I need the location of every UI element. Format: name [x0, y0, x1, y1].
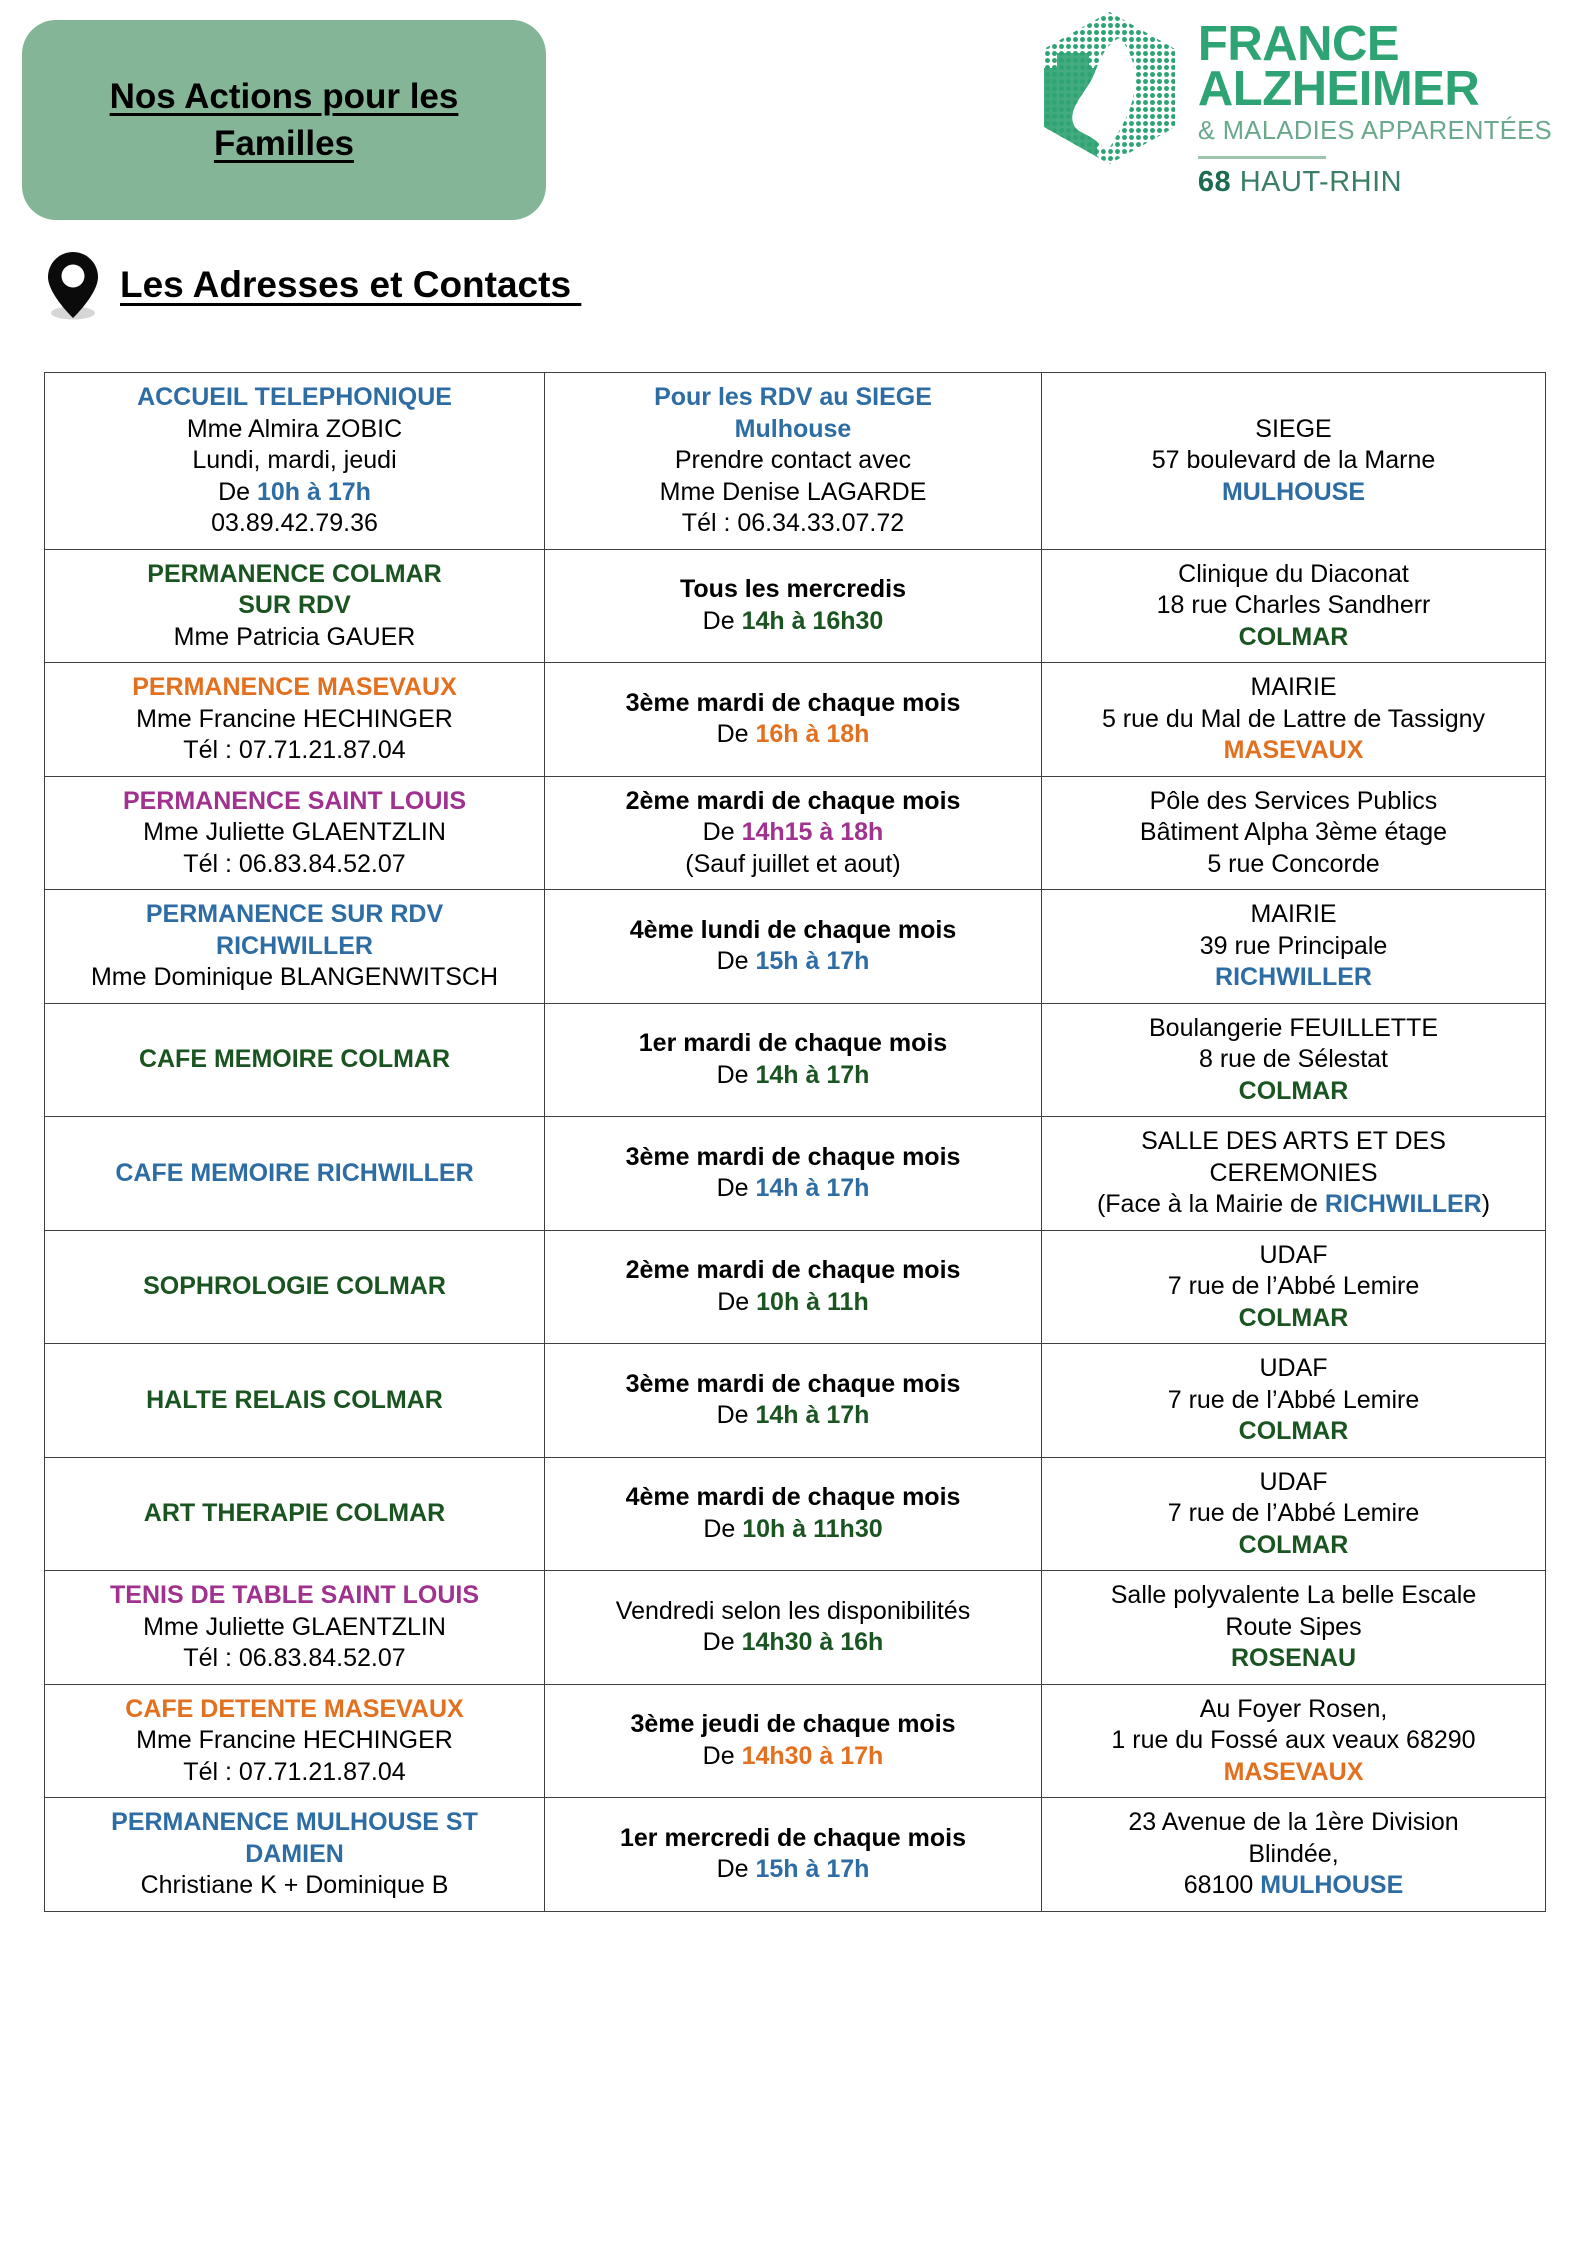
- cell-line: [51, 508, 538, 540]
- cell-line: [1048, 1189, 1539, 1221]
- cell-text-run: Mme Juliette GLAENTZLIN: [143, 818, 446, 846]
- cell-text-run: SIEGE: [1255, 414, 1332, 443]
- table-cell-r7-c2: [545, 1117, 1042, 1231]
- cell-text-run: 3ème mardi de chaque mois: [625, 1142, 961, 1171]
- map-pin-icon: [42, 250, 104, 320]
- cell-text-run: ): [1481, 1190, 1491, 1218]
- cell-text-run: Vendredi selon les disponibilités: [615, 1596, 971, 1625]
- cell-line: [551, 382, 1035, 414]
- cell-text-run: MAIRIE: [1250, 900, 1337, 928]
- cell-line: [1048, 1013, 1539, 1045]
- cell-line: [551, 574, 1035, 606]
- cell-line: [551, 1369, 1035, 1401]
- cell-line: [1048, 1807, 1539, 1839]
- table-cell-r8-c3: [1042, 1230, 1546, 1344]
- cell-line: [551, 817, 1035, 849]
- cell-text-run: Route Sipes: [1225, 1612, 1362, 1641]
- table-cell-r1-c2: [545, 373, 1042, 550]
- cell-text-run: CAFE MEMOIRE COLMAR: [138, 1045, 451, 1073]
- cell-line: [1048, 1612, 1539, 1644]
- cell-text-run: 5 rue du Mal de Lattre de Tassigny: [1101, 704, 1486, 733]
- cell-text-run: 10h à 11h30: [742, 1514, 883, 1543]
- organization-logo: [1037, 8, 1552, 197]
- page-title-line-1: Nos Actions pour les: [109, 76, 459, 116]
- table-cell-r2-c3: [1042, 549, 1546, 663]
- cell-text-run: HALTE RELAIS COLMAR: [146, 1385, 443, 1414]
- table-cell-r9-c2: [545, 1344, 1042, 1458]
- cell-line: [51, 1839, 538, 1871]
- cell-line: [51, 1643, 538, 1675]
- cell-text-run: Au Foyer Rosen,: [1199, 1694, 1388, 1723]
- cell-text-run: De: [716, 1174, 756, 1203]
- cell-text-run: 4ème mardi de chaque mois: [625, 1483, 961, 1512]
- cell-text-run: UDAF: [1259, 1467, 1328, 1496]
- cell-text-run: Tous les mercredis: [679, 575, 907, 604]
- cell-text-run: RICHWILLER: [1215, 963, 1372, 991]
- cell-line: [1048, 1725, 1539, 1757]
- cell-text-run: Mme Dominique BLANGENWITSCH: [90, 963, 499, 991]
- cell-text-run: De: [717, 1287, 757, 1316]
- cell-text-run: 2ème mardi de chaque mois: [625, 1256, 961, 1285]
- cell-line: [551, 1596, 1035, 1628]
- cell-text-run: 14h30 à 16h: [741, 1628, 884, 1657]
- table-cell-r5-c2: [545, 890, 1042, 1004]
- table-cell-r3-c1: [45, 663, 545, 777]
- cell-text-run: (Face à la Mairie de: [1096, 1190, 1325, 1218]
- cell-text-run: (Sauf juillet et aout): [685, 849, 901, 878]
- table-cell-r6-c1: [45, 1003, 545, 1117]
- cell-line: [551, 719, 1035, 751]
- cell-text-run: RICHWILLER: [1324, 1190, 1482, 1218]
- cell-text-run: 3ème jeudi de chaque mois: [630, 1710, 956, 1739]
- cell-line: [51, 1870, 538, 1902]
- logo-department: [1197, 165, 1552, 198]
- cell-line: [51, 382, 538, 414]
- cell-text-run: Blindée,: [1248, 1839, 1339, 1868]
- table-cell-r9-c1: [45, 1344, 545, 1458]
- table-row: [45, 373, 1546, 550]
- cell-text-run: MASEVAUX: [1223, 1757, 1364, 1786]
- france-alzheimer-hexagon-halftone-icon: [1037, 8, 1182, 168]
- cell-line: [1048, 1271, 1539, 1303]
- cell-line: [51, 1271, 538, 1303]
- cell-text-run: De: [218, 477, 257, 506]
- cell-line: [551, 445, 1035, 477]
- cell-text-run: De: [702, 1628, 742, 1657]
- cell-line: [1048, 559, 1539, 591]
- cell-text-run: De: [702, 606, 742, 635]
- page-title-box: [22, 20, 546, 220]
- cell-line: [1048, 1530, 1539, 1562]
- cell-line: [551, 1709, 1035, 1741]
- cell-text-run: Pour les RDV au SIEGE: [654, 383, 932, 411]
- table-row: [45, 1457, 1546, 1571]
- cell-text-run: MASEVAUX: [1223, 736, 1364, 764]
- cell-line: [51, 1757, 538, 1789]
- logo-subtitle: & MALADIES APPARENTÉES: [1197, 117, 1552, 146]
- cell-text-run: 7 rue de l’Abbé Lemire: [1167, 1272, 1420, 1300]
- table-cell-r12-c1: [45, 1684, 545, 1798]
- table-row: [45, 1117, 1546, 1231]
- table-cell-r13-c1: [45, 1798, 545, 1912]
- cell-line: [551, 1287, 1035, 1319]
- cell-text-run: Boulangerie FEUILLETTE: [1148, 1013, 1439, 1042]
- cell-line: [1048, 1580, 1539, 1612]
- cell-line: [551, 1741, 1035, 1773]
- table-row: [45, 1344, 1546, 1458]
- cell-text-run: SALLE DES ARTS ET DES: [1141, 1127, 1446, 1155]
- cell-line: [551, 946, 1035, 978]
- table-cell-r11-c1: [45, 1571, 545, 1685]
- cell-line: [1048, 672, 1539, 704]
- cell-line: [551, 1514, 1035, 1546]
- cell-line: [1048, 1757, 1539, 1789]
- cell-line: [1048, 962, 1539, 994]
- cell-text-run: PERMANENCE MASEVAUX: [132, 673, 457, 701]
- cell-text-run: ACCUEIL TELEPHONIQUE: [137, 383, 452, 411]
- cell-text-run: 5 rue Concorde: [1207, 849, 1380, 878]
- cell-line: [51, 590, 538, 622]
- cell-line: [51, 899, 538, 931]
- cell-text-run: 15h à 17h: [755, 947, 870, 976]
- cell-text-run: UDAF: [1259, 1354, 1328, 1382]
- cell-line: [51, 559, 538, 591]
- cell-text-run: Lundi, mardi, jeudi: [192, 446, 397, 474]
- cell-line: [51, 1158, 538, 1190]
- table-row: [45, 1230, 1546, 1344]
- cell-line: [51, 622, 538, 654]
- cell-line: [1048, 414, 1539, 446]
- table-cell-r12-c3: [1042, 1684, 1546, 1798]
- cell-text-run: PERMANENCE SUR RDV: [145, 900, 444, 928]
- cell-line: [1048, 1044, 1539, 1076]
- page-header: [0, 0, 1587, 250]
- cell-line: [1048, 1643, 1539, 1675]
- cell-text-run: De: [716, 1060, 756, 1089]
- cell-line: [51, 1612, 538, 1644]
- table-row: [45, 1684, 1546, 1798]
- table-cell-r11-c3: [1042, 1571, 1546, 1685]
- cell-text-run: 18 rue Charles Sandherr: [1156, 591, 1431, 619]
- cell-text-run: PERMANENCE COLMAR: [147, 559, 442, 588]
- cell-line: [51, 704, 538, 736]
- cell-text-run: 15h à 17h: [755, 1855, 870, 1884]
- cell-line: [1048, 1416, 1539, 1448]
- table-cell-r4-c3: [1042, 776, 1546, 890]
- cell-text-run: TENIS DE TABLE SAINT LOUIS: [110, 1581, 479, 1609]
- cell-line: [1048, 849, 1539, 881]
- cell-text-run: De: [702, 818, 742, 846]
- cell-text-run: 23 Avenue de la 1ère Division: [1128, 1808, 1459, 1836]
- cell-text-run: PERMANENCE MULHOUSE ST: [111, 1808, 478, 1836]
- cell-line: [1048, 477, 1539, 509]
- cell-line: [51, 786, 538, 818]
- cell-text-run: COLMAR: [1238, 1303, 1349, 1332]
- cell-line: [1048, 1385, 1539, 1417]
- cell-line: [1048, 704, 1539, 736]
- cell-line: [51, 735, 538, 767]
- table-row: [45, 549, 1546, 663]
- cell-line: [51, 1725, 538, 1757]
- cell-line: [551, 1173, 1035, 1205]
- table-cell-r13-c3: [1042, 1798, 1546, 1912]
- cell-line: [51, 962, 538, 994]
- cell-text-run: MULHOUSE: [1221, 477, 1366, 506]
- logo-department-number: 68: [1197, 165, 1232, 198]
- cell-line: [551, 915, 1035, 947]
- cell-line: [51, 414, 538, 446]
- cell-text-run: 03.89.42.79.36: [211, 509, 378, 537]
- cell-text-run: De: [703, 1514, 743, 1543]
- cell-text-run: 10h à 11h: [756, 1287, 869, 1316]
- logo-wordmark: [1198, 8, 1552, 197]
- cell-text-run: CAFE MEMOIRE RICHWILLER: [115, 1158, 474, 1187]
- cell-text-run: MULHOUSE: [1260, 1871, 1404, 1899]
- table-row: [45, 776, 1546, 890]
- cell-line: [551, 1854, 1035, 1886]
- cell-text-run: SUR RDV: [238, 591, 351, 619]
- table-cell-r5-c1: [45, 890, 545, 1004]
- cell-text-run: ART THERAPIE COLMAR: [143, 1499, 446, 1527]
- cell-text-run: 8 rue de Sélestat: [1198, 1045, 1388, 1073]
- cell-text-run: Pôle des Services Publics: [1149, 786, 1438, 815]
- table-cell-r4-c2: [545, 776, 1042, 890]
- cell-line: [51, 849, 538, 881]
- table-cell-r7-c1: [45, 1117, 545, 1231]
- cell-text-run: 14h à 17h: [755, 1401, 870, 1430]
- cell-text-run: Mme Almira ZOBIC: [186, 414, 403, 443]
- table-row: [45, 1003, 1546, 1117]
- cell-line: [551, 1482, 1035, 1514]
- cell-line: [551, 508, 1035, 540]
- cell-line: [51, 477, 538, 509]
- cell-line: [1048, 899, 1539, 931]
- cell-line: [51, 1580, 538, 1612]
- cell-line: [1048, 1076, 1539, 1108]
- cell-text-run: De: [716, 947, 756, 976]
- cell-line: [551, 1627, 1035, 1659]
- table-cell-r10-c3: [1042, 1457, 1546, 1571]
- cell-text-run: 4ème lundi de chaque mois: [629, 915, 957, 944]
- table-cell-r7-c3: [1042, 1117, 1546, 1231]
- cell-text-run: 2ème mardi de chaque mois: [625, 786, 961, 815]
- table-cell-r3-c3: [1042, 663, 1546, 777]
- cell-line: [551, 786, 1035, 818]
- cell-text-run: 14h30 à 17h: [741, 1741, 884, 1770]
- table-cell-r13-c2: [545, 1798, 1042, 1912]
- cell-text-run: De: [716, 1401, 756, 1430]
- cell-line: [551, 1823, 1035, 1855]
- cell-line: [551, 477, 1035, 509]
- cell-text-run: Mme Juliette GLAENTZLIN: [143, 1612, 446, 1641]
- cell-text-run: Mulhouse: [734, 414, 852, 443]
- cell-text-run: PERMANENCE SAINT LOUIS: [122, 786, 467, 815]
- cell-text-run: COLMAR: [1238, 1076, 1349, 1105]
- cell-line: [1048, 1303, 1539, 1335]
- cell-text-run: 3ème mardi de chaque mois: [625, 1369, 961, 1398]
- contacts-table: [44, 372, 1546, 1912]
- cell-text-run: Prendre contact avec: [674, 446, 912, 474]
- cell-line: [1048, 1126, 1539, 1158]
- section-heading: [42, 250, 581, 320]
- cell-text-run: 39 rue Principale: [1199, 931, 1388, 960]
- cell-line: [551, 1028, 1035, 1060]
- cell-line: [551, 606, 1035, 638]
- table-cell-r1-c3: [1042, 373, 1546, 550]
- cell-line: [51, 1807, 538, 1839]
- cell-line: [1048, 1240, 1539, 1272]
- contacts-table-wrapper: [44, 372, 1545, 1912]
- cell-text-run: COLMAR: [1238, 622, 1349, 651]
- cell-text-run: 14h15 à 18h: [741, 818, 884, 846]
- cell-text-run: 7 rue de l’Abbé Lemire: [1167, 1385, 1420, 1414]
- cell-line: [1048, 735, 1539, 767]
- cell-text-run: 68100: [1183, 1871, 1261, 1899]
- table-cell-r12-c2: [545, 1684, 1042, 1798]
- cell-text-run: 14h à 17h: [755, 1060, 870, 1089]
- cell-line: [51, 817, 538, 849]
- cell-line: [1048, 1353, 1539, 1385]
- table-cell-r10-c2: [545, 1457, 1042, 1571]
- cell-text-run: 1er mardi de chaque mois: [638, 1029, 948, 1058]
- cell-line: [1048, 445, 1539, 477]
- cell-line: [51, 931, 538, 963]
- cell-line: [1048, 817, 1539, 849]
- table-row: [45, 663, 1546, 777]
- cell-text-run: 1 rue du Fossé aux veaux 68290: [1111, 1726, 1476, 1754]
- cell-line: [1048, 1158, 1539, 1190]
- table-cell-r2-c1: [45, 549, 545, 663]
- cell-text-run: CAFE DETENTE MASEVAUX: [125, 1694, 464, 1723]
- cell-line: [551, 1060, 1035, 1092]
- table-row: [45, 1571, 1546, 1685]
- table-cell-r8-c1: [45, 1230, 545, 1344]
- table-cell-r1-c1: [45, 373, 545, 550]
- cell-line: [1048, 590, 1539, 622]
- cell-line: [551, 1142, 1035, 1174]
- cell-text-run: COLMAR: [1238, 1417, 1349, 1445]
- cell-line: [1048, 1839, 1539, 1871]
- cell-text-run: Salle polyvalente La belle Escale: [1110, 1581, 1477, 1609]
- cell-line: [551, 414, 1035, 446]
- cell-line: [51, 445, 538, 477]
- cell-text-run: Tél : 06.83.84.52.07: [183, 849, 406, 878]
- cell-line: [551, 1255, 1035, 1287]
- cell-line: [1048, 931, 1539, 963]
- table-cell-r6-c2: [545, 1003, 1042, 1117]
- logo-department-name: HAUT-RHIN: [1231, 165, 1403, 198]
- cell-text-run: COLMAR: [1238, 1530, 1349, 1559]
- cell-text-run: Christiane K + Dominique B: [140, 1871, 449, 1899]
- table-cell-r11-c2: [545, 1571, 1042, 1685]
- cell-text-run: Tél : 06.83.84.52.07: [183, 1644, 406, 1672]
- cell-text-run: Mme Denise LAGARDE: [659, 477, 927, 506]
- cell-text-run: RICHWILLER: [216, 931, 373, 960]
- cell-line: [51, 1044, 538, 1076]
- cell-line: [551, 1400, 1035, 1432]
- page-title-line-2: Familles: [213, 124, 355, 163]
- cell-text-run: Tél : 07.71.21.87.04: [183, 1757, 406, 1786]
- table-cell-r3-c2: [545, 663, 1042, 777]
- cell-line: [551, 849, 1035, 881]
- cell-text-run: 14h à 17h: [755, 1174, 870, 1203]
- cell-text-run: MAIRIE: [1250, 673, 1337, 701]
- cell-text-run: SOPHROLOGIE COLMAR: [143, 1272, 446, 1300]
- table-cell-r8-c2: [545, 1230, 1042, 1344]
- cell-text-run: 10h à 17h: [256, 477, 371, 506]
- section-title-text: Les Adresses et Contacts: [120, 264, 582, 305]
- cell-text-run: Tél : 07.71.21.87.04: [183, 736, 406, 764]
- cell-line: [1048, 1498, 1539, 1530]
- cell-text-run: Tél : 06.34.33.07.72: [681, 509, 905, 537]
- logo-line-alzheimer: ALZHEIMER: [1197, 62, 1480, 117]
- cell-line: [51, 1694, 538, 1726]
- cell-text-run: Mme Francine HECHINGER: [136, 1726, 453, 1754]
- cell-text-run: Clinique du Diaconat: [1178, 559, 1409, 588]
- cell-text-run: 3ème mardi de chaque mois: [625, 688, 961, 717]
- cell-line: [51, 1385, 538, 1417]
- cell-text-run: CEREMONIES: [1209, 1158, 1378, 1187]
- cell-text-run: 7 rue de l’Abbé Lemire: [1167, 1499, 1420, 1527]
- cell-text-run: Mme Francine HECHINGER: [136, 704, 453, 733]
- cell-line: [51, 1498, 538, 1530]
- cell-text-run: DAMIEN: [245, 1839, 344, 1868]
- cell-text-run: De: [702, 1741, 742, 1770]
- cell-line: [1048, 786, 1539, 818]
- cell-text-run: 1er mercredi de chaque mois: [620, 1823, 966, 1852]
- table-cell-r9-c3: [1042, 1344, 1546, 1458]
- cell-text-run: ROSENAU: [1230, 1644, 1356, 1672]
- cell-text-run: De: [716, 1855, 756, 1884]
- cell-text-run: Mme Patricia GAUER: [173, 622, 416, 651]
- table-cell-r6-c3: [1042, 1003, 1546, 1117]
- cell-line: [1048, 1467, 1539, 1499]
- cell-line: [551, 688, 1035, 720]
- logo-line-france: FRANCE: [1197, 17, 1400, 71]
- table-row: [45, 1798, 1546, 1912]
- table-row: [45, 890, 1546, 1004]
- cell-text-run: 16h à 18h: [755, 720, 870, 749]
- cell-line: [1048, 1870, 1539, 1902]
- table-cell-r2-c2: [545, 549, 1042, 663]
- cell-text-run: 57 boulevard de la Marne: [1151, 446, 1436, 474]
- table-cell-r10-c1: [45, 1457, 545, 1571]
- table-cell-r5-c3: [1042, 890, 1546, 1004]
- cell-text-run: UDAF: [1259, 1240, 1328, 1269]
- cell-text-run: Bâtiment Alpha 3ème étage: [1139, 818, 1448, 846]
- cell-line: [1048, 622, 1539, 654]
- table-cell-r4-c1: [45, 776, 545, 890]
- cell-text-run: 14h à 16h30: [741, 606, 884, 635]
- logo-divider: [1198, 156, 1326, 159]
- cell-line: [51, 672, 538, 704]
- cell-text-run: De: [716, 720, 756, 749]
- cell-line: [1048, 1694, 1539, 1726]
